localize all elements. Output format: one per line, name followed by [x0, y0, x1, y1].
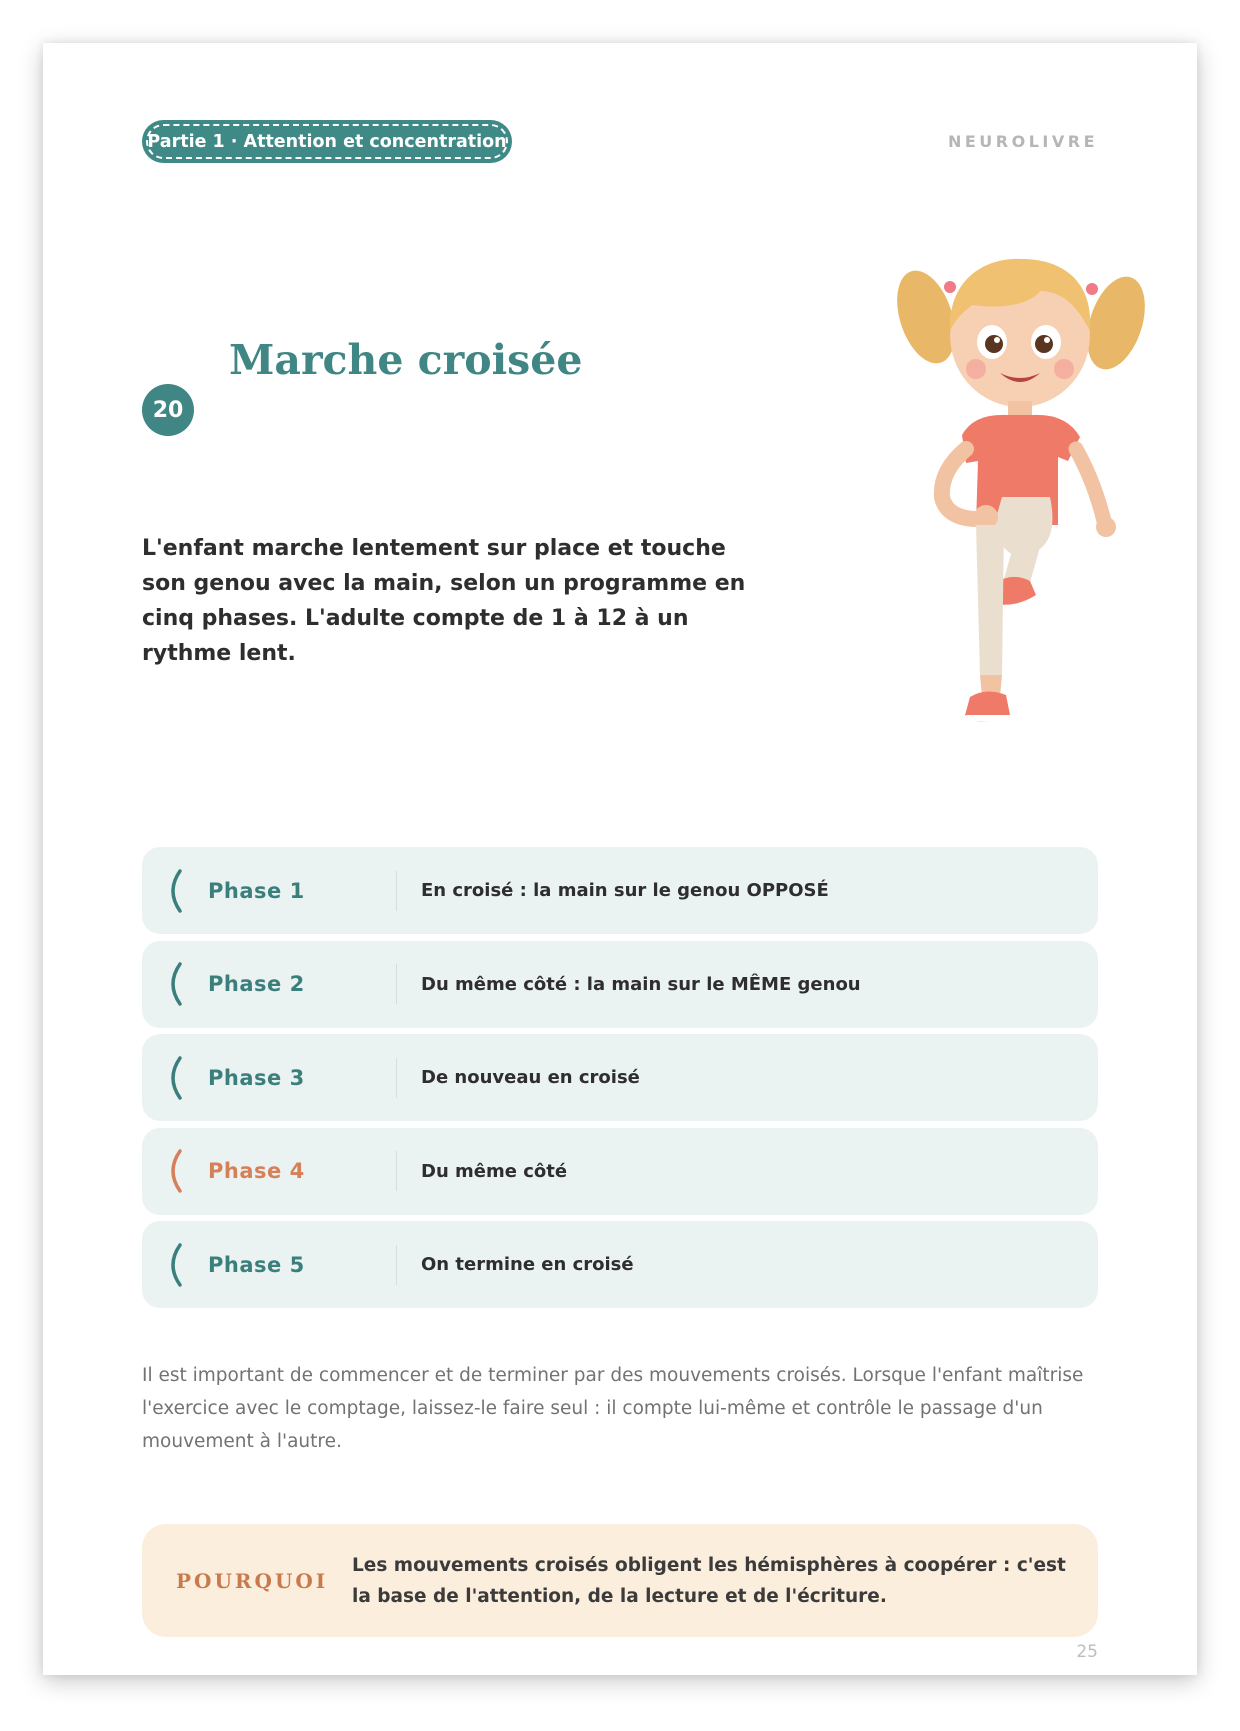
phase-label: Phase 4 [208, 1159, 305, 1183]
phase-divider [396, 964, 397, 1004]
phase-label: Phase 1 [208, 878, 305, 903]
phase-description: De nouveau en croisé [421, 1067, 640, 1088]
bracket-icon [164, 1147, 204, 1195]
exercise-number: 20 [142, 384, 194, 436]
phase-row [142, 1128, 1098, 1215]
why-label: POURQUOI [176, 1568, 329, 1593]
why-text: Les mouvements croisés obligent les hémisphères à coopérer : c'est la base de l'attention, de la lecture et de l'écriture. [352, 1554, 1066, 1607]
phase-divider [396, 871, 397, 911]
phase-label: Phase 3 [208, 1065, 305, 1090]
phase-row [142, 1221, 1098, 1308]
phase-label: Phase 5 [208, 1252, 305, 1277]
phase-row [142, 847, 1098, 934]
phase-description: On termine en croisé [421, 1254, 634, 1275]
why-box [142, 1524, 1098, 1637]
page-sheet [43, 43, 1197, 1675]
phase-row [142, 1034, 1098, 1121]
exercise-note: Il est important de commencer et de terminer par des mouvements croisés. Lorsque l'enfant maîtrise l'exercice avec le comptage, laissez-le faire seul : il compte lui-même et contrôle le passage d'un mouvement à l'autre. [142, 1365, 1084, 1452]
brand-name: NEUROLIVRE [947, 132, 1098, 151]
page-number: 25 [1076, 1642, 1098, 1662]
section-badge-label: Partie 1 · Attention et concentration [146, 124, 508, 159]
phase-divider [396, 1245, 397, 1285]
girl-illustration [890, 235, 1150, 825]
bracket-icon [164, 867, 204, 915]
bracket-icon [164, 960, 204, 1008]
phase-label: Phase 2 [208, 972, 305, 996]
phase-divider [396, 1058, 397, 1098]
exercise-title: Marche croisée [229, 336, 583, 384]
phase-row [142, 941, 1098, 1028]
bracket-icon [164, 1054, 204, 1102]
exercise-intro: L'enfant marche lentement sur place et touche son genou avec la main, selon un programme en cinq phases. L'adulte compte de 1 à 12 à un rythme lent. [142, 536, 746, 666]
section-badge [142, 120, 512, 163]
phase-description: Du même côté : la main sur le MÊME genou [421, 973, 861, 995]
phase-divider [396, 1151, 397, 1191]
phase-description: Du même côté [421, 1160, 568, 1182]
phase-description: En croisé : la main sur le genou OPPOSÉ [421, 880, 829, 901]
bracket-icon [164, 1241, 204, 1289]
phase-list [142, 847, 1098, 1315]
